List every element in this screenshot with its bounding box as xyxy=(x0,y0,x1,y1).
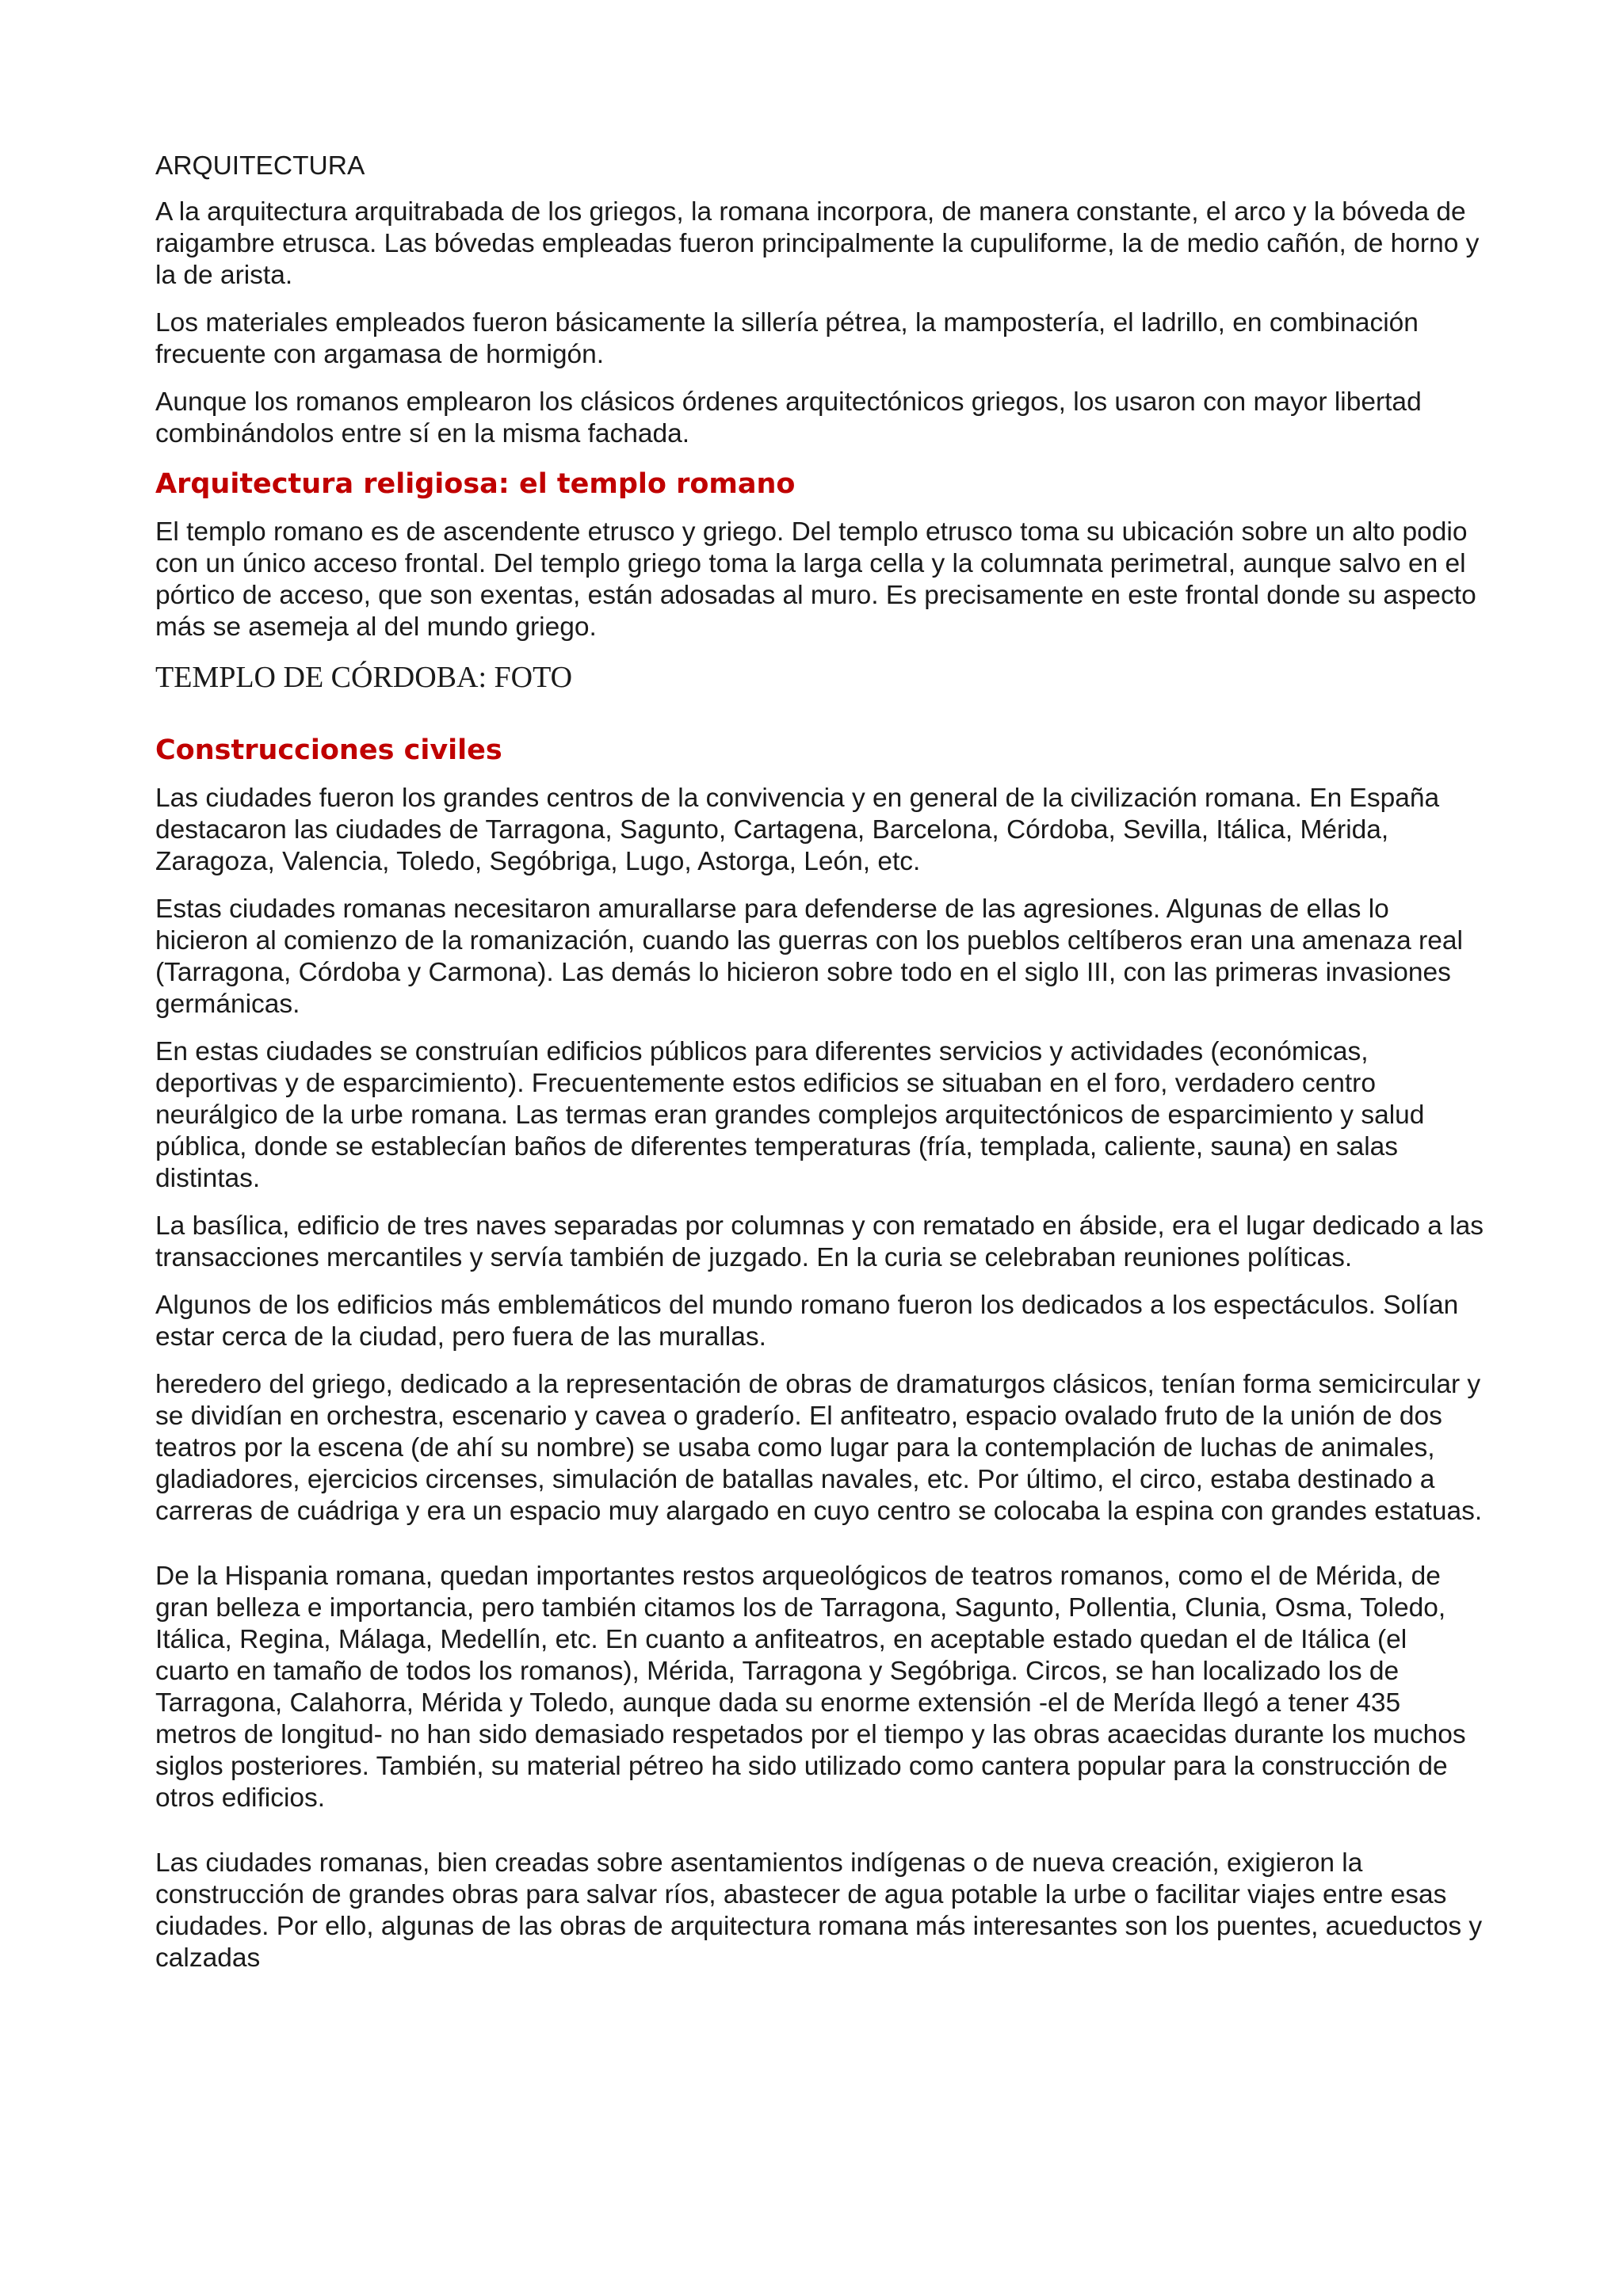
civiles-paragraph-5: Algunos de los edificios más emblemáticos del mundo romano fueron los dedicados a los espectáculos. Solían estar cerca de la ciudad, pero fuera de las murallas. xyxy=(155,1291,1459,1352)
civiles-paragraph-7: De la Hispania romana, quedan importantes restos arqueológicos de teatros romanos, como el de Mérida, de gran belleza e importancia, pero también citamos los de Tarragona, Sagunto, Pollentia, Clunia, Osma, Toledo, Itálica, Regina, Málaga, Medellín, etc. En cuanto a anfiteatros, en aceptable estado quedan el de Itálica (el cuarto en tamaño de todos los romanos), Mérida, Tarragona y Segóbriga. Circos, se han localizado los de Tarragona, Calahorra, Mérida y Toledo, aunque dada su enorme extensión -el de Merída llegó a tener 435 metros de longitud- no han sido demasiado respetados por el tiempo y las obras acaecidas durante los muchos siglos posteriores. También, su material pétreo ha sido utilizado como cantera popular para la construcción de otros edificios. xyxy=(155,1562,1466,1813)
civiles-paragraph-2: Estas ciudades romanas necesitaron amurallarse para defenderse de las agresiones. Algunas de ellas lo hicieron al comienzo de la romanización, cuando las guerras con los pueblos celtíberos eran una amenaza real (Tarragona, Córdoba y Carmona). Las demás lo hicieron sobre todo en el siglo III, con las primeras invasiones germánicas. xyxy=(155,894,1463,1019)
civiles-paragraph-3: En estas ciudades se construían edificios públicos para diferentes servicios y actividades (económicas, deportivas y de esparcimiento). Frecuentemente estos edificios se situaban en el foro, verdadero centro neurálgico de la urbe romana. Las termas eran grandes complejos arquitectónicos de esparcimiento y salud pública, donde se establecían baños de diferentes temperaturas (fría, templada, caliente, sauna) en salas distintas. xyxy=(155,1037,1425,1193)
civiles-paragraph-6: heredero del griego, dedicado a la representación de obras de dramaturgos clásicos, tenían forma semicircular y se dividían en orchestra, escenario y cavea o graderío. El anfiteatro, espacio ovalado fruto de la unión de dos teatros por la escena (de ahí su nombre) se usaba como lugar para la contemplación de luchas de animales, gladiadores, ejercicios circenses, simulación de batallas navales, etc. Por último, el circo, estaba destinado a carreras de cuádriga y era un espacio muy alargado en cuyo centro se colocaba la espina con grandes estatuas. xyxy=(155,1370,1483,1526)
section-heading-religiosa: Arquitectura religiosa: el templo romano xyxy=(155,468,796,500)
civiles-paragraph-4: La basílica, edificio de tres naves separadas por columnas y con rematado en ábside, era el lugar dedicado a las transacciones mercantiles y servía también de juzgado. En la curia se celebraban reuniones políticas. xyxy=(155,1211,1484,1272)
civiles-paragraph-1: Las ciudades fueron los grandes centros de la convivencia y en general de la civilización romana. En España destacaron las ciudades de Tarragona, Sagunto, Cartagena, Barcelona, Córdoba, Sevilla, Itálica, Mérida, Zaragoza, Valencia, Toledo, Segóbriga, Lugo, Astorga, León, etc. xyxy=(155,784,1440,876)
intro-paragraph-3: Aunque los romanos emplearon los clásicos órdenes arquitectónicos griegos, los usaron con mayor libertad combinándolos entre sí en la misma fachada. xyxy=(155,387,1422,448)
document-title: ARQUITECTURA xyxy=(155,151,365,181)
document-page xyxy=(155,151,1487,1990)
intro-paragraph-2: Los materiales empleados fueron básicamente la sillería pétrea, la mampostería, el ladrillo, en combinación frecuente con argamasa de hormigón. xyxy=(155,308,1419,369)
civiles-paragraph-8: Las ciudades romanas, bien creadas sobre asentamientos indígenas o de nueva creación, exigieron la construcción de grandes obras para salvar ríos, abastecer de agua potable la urbe o facilitar viajes entre esas ciudades. Por ello, algunas de las obras de arquitectura romana más interesantes son los puentes, acueductos y calzadas xyxy=(155,1848,1483,1973)
photo-caption: TEMPLO DE CÓRDOBA: FOTO xyxy=(155,661,573,694)
section-heading-civiles: Construcciones civiles xyxy=(155,734,502,766)
religiosa-paragraph: El templo romano es de ascendente etrusco y griego. Del templo etrusco toma su ubicación sobre un alto podio con un único acceso frontal. Del templo griego toma la larga cella y la columnata perimetral, aunque salvo en el pórtico de acceso, que son exentas, están adosadas al muro. Es precisamente en este frontal donde su aspecto más se asemeja al del mundo griego. xyxy=(155,517,1476,642)
intro-paragraph-1: A la arquitectura arquitrabada de los griegos, la romana incorpora, de manera constante, el arco y la bóveda de raigambre etrusca. Las bóvedas empleadas fueron principalmente la cupuliforme, la de medio cañón, de horno y la de arista. xyxy=(155,197,1480,290)
